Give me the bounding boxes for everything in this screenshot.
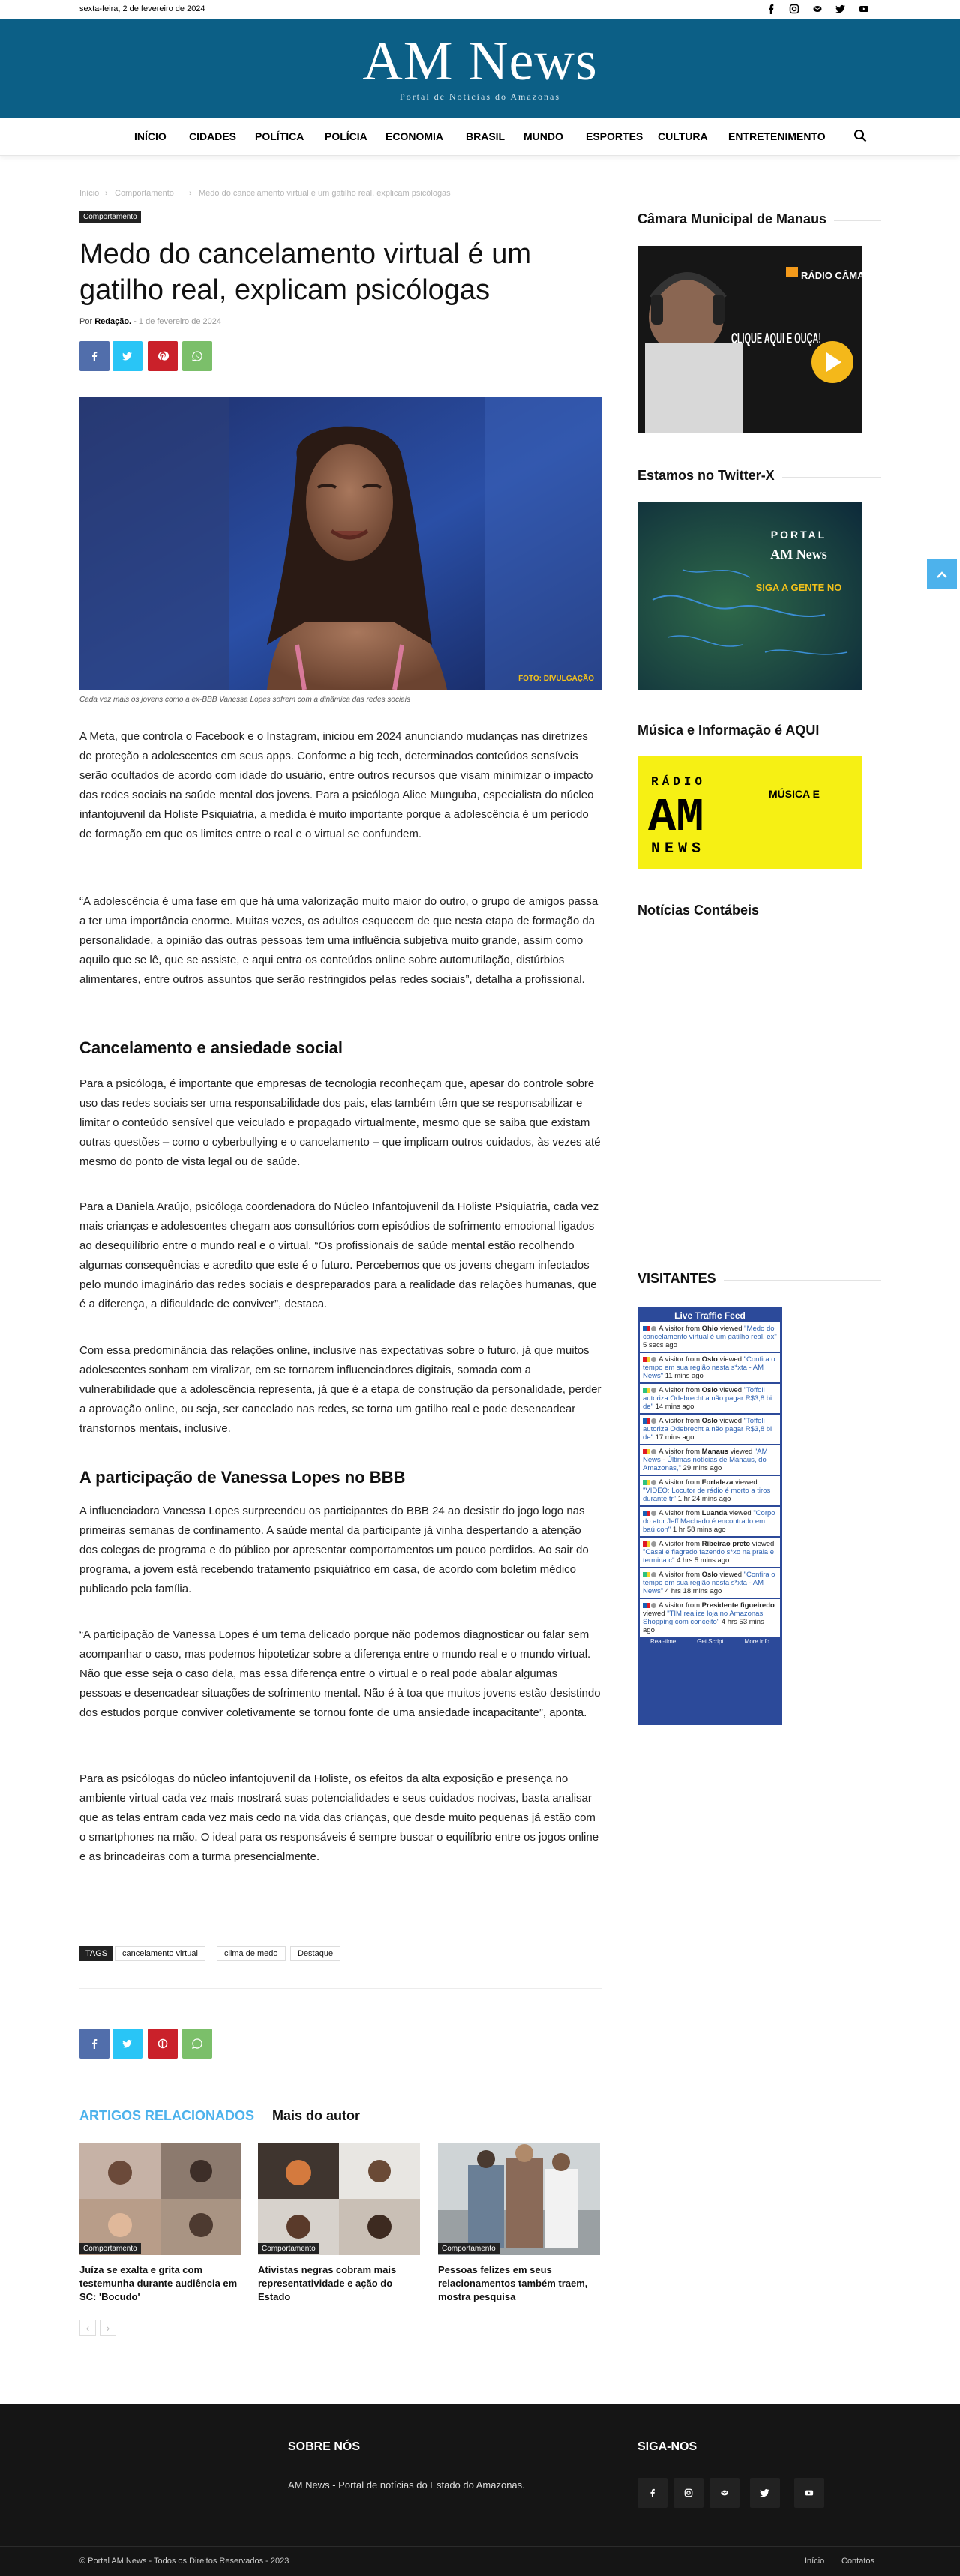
footer-link-inicio[interactable]: Início xyxy=(805,2557,825,2566)
browser-icon xyxy=(651,1511,656,1516)
feed-item[interactable]: A visitor from Manaus viewed "AM News - Últimas notícias de Manaus, do Amazonas," 29 mins ago xyxy=(640,1445,780,1475)
feed-item[interactable]: A visitor from Ribeirao preto viewed "Casal é flagrado fazendo s*xo na praia e termina c" 4 hrs 5 mins ago xyxy=(640,1538,780,1567)
feed-item-time: 5 secs ago xyxy=(643,1341,677,1349)
pinterest-icon xyxy=(158,2038,168,2049)
twitter-icon[interactable] xyxy=(836,4,846,14)
tab-more-from-author[interactable]: Mais do autor xyxy=(272,2108,361,2123)
footer-link-contatos[interactable]: Contatos xyxy=(842,2557,875,2566)
footer-twitter-button[interactable] xyxy=(750,2478,780,2508)
footer-follow-title: SIGA-NOS xyxy=(638,2440,698,2453)
footer-instagram-button[interactable] xyxy=(674,2478,704,2508)
article-subheading: A participação de Vanessa Lopes no BBB xyxy=(80,1468,406,1487)
music-banner-art xyxy=(638,756,862,869)
feed-item-link[interactable]: "Toffoli autoriza Odebrecht a não pagar R$3,8 bi de" xyxy=(643,1386,772,1411)
hero-image xyxy=(80,397,602,690)
prev-page-button[interactable]: ‹ xyxy=(80,2320,96,2336)
related-title[interactable]: Ativistas negras cobram mais representatividade e ação do Estado xyxy=(258,2264,397,2302)
feed-item-link[interactable]: "Corpo do ator Jeff Machado é encontrado em baú con" xyxy=(643,1509,776,1534)
flag-icon xyxy=(643,1603,650,1608)
nav-item-cidades[interactable]: CIDADES xyxy=(189,130,237,142)
feed-item-time: 4 hrs 53 mins ago xyxy=(643,1618,764,1634)
nav-item-esportes[interactable]: ESPORTES xyxy=(586,130,644,142)
feed-item-link[interactable]: "TIM realize loja no Amazonas Shopping com conceito" xyxy=(643,1610,764,1626)
feed-item[interactable]: A visitor from Oslo viewed "Confira o tempo em sua região nesta s*xta - AM News" 4 hrs 18 mins ago xyxy=(640,1568,780,1598)
share-pinterest-button[interactable] xyxy=(148,2029,178,2059)
category-badge[interactable]: Comportamento xyxy=(80,211,141,223)
top-bar xyxy=(0,0,960,19)
instagram-icon xyxy=(684,2488,693,2497)
music-banner-am: AM xyxy=(648,791,704,844)
breadcrumb-sep: › xyxy=(105,189,108,198)
site-tagline: Portal de Notícias do Amazonas xyxy=(400,91,560,102)
nav-item-policia[interactable]: POLÍCIA xyxy=(325,130,368,142)
current-date: sexta-feira, 2 de fevereiro de 2024 xyxy=(80,4,206,13)
tags-label: TAGS xyxy=(80,1946,113,1961)
browser-icon xyxy=(651,1326,656,1331)
hero-photo xyxy=(80,397,602,690)
category-badge[interactable]: Comportamento xyxy=(80,2243,141,2254)
feed-item[interactable]: A visitor from Luanda viewed "Corpo do ator Jeff Machado é encontrado em baú con" 1 hr 58 mins ago xyxy=(640,1507,780,1536)
music-banner-text: MÚSICA E xyxy=(769,788,820,800)
feed-title: Live Traffic Feed xyxy=(674,1310,746,1321)
feed-item-time: 1 hr 58 mins ago xyxy=(672,1526,726,1534)
twitter-banner-cta: SIGA A GENTE NO xyxy=(755,582,842,593)
feed-link-get-script[interactable]: Get Script xyxy=(697,1638,724,1645)
live-traffic-feed xyxy=(638,1307,782,1725)
browser-icon xyxy=(651,1541,656,1547)
footer-about-text: AM News - Portal de notícias do Estado do Amazonas. xyxy=(288,2479,525,2491)
feed-item-time: 4 hrs 5 mins ago xyxy=(676,1556,730,1565)
browser-icon xyxy=(651,1388,656,1393)
browser-icon xyxy=(651,1418,656,1424)
browser-icon xyxy=(651,1449,656,1454)
pinterest-icon xyxy=(158,351,168,361)
youtube-icon xyxy=(804,2488,814,2497)
email-icon[interactable] xyxy=(812,4,823,14)
feed-item-link[interactable]: "Confira o tempo em sua região nesta s*xta - AM News" xyxy=(643,1571,776,1595)
feed-item-link[interactable]: "Confira o tempo em sua região nesta s*xta - AM News" xyxy=(643,1355,776,1380)
share-whatsapp-button[interactable] xyxy=(182,341,212,371)
music-banner-news: NEWS xyxy=(651,840,706,858)
facebook-icon xyxy=(89,351,100,361)
twitter-icon xyxy=(760,2488,770,2498)
article-paragraph: A influenciadora Vanessa Lopes surpreendeu os participantes do BBB 24 ao desistir do jogo logo nas primeiras semanas de confinamento. A saúde mental da participante já vinha despertando a atenção dos colegas de programa e do público por apresentar comportamentos um pouco perdidos. Ao sair do programa, a jovem está recebendo tratamento psiquiátrico em casa, de acordo com boletim médico publicado pela família. xyxy=(80,1505,589,1595)
article-title: Medo do cancelamento virtual é um gatilho real, explicam psicólogas xyxy=(80,238,531,306)
hero-credit: FOTO: DIVULGAÇÃO xyxy=(518,675,594,683)
feed-item-link[interactable]: "Casal é flagrado fazendo s*xo na praia e termina c" xyxy=(643,1548,775,1565)
feed-item-time: 11 mins ago xyxy=(664,1372,704,1380)
share-facebook-button[interactable] xyxy=(80,2029,110,2059)
instagram-icon[interactable] xyxy=(789,4,800,14)
byline: Por Redação. - 1 de fevereiro de 2024 xyxy=(80,317,221,326)
nav-item-politica[interactable]: POLÍTICA xyxy=(255,130,304,142)
footer-about-title: SOBRE NÓS xyxy=(288,2440,361,2453)
breadcrumb-current: Medo do cancelamento virtual é um gatilho real, explicam psicólogas xyxy=(199,189,451,198)
author-link[interactable]: Redação. xyxy=(94,317,132,326)
feed-item[interactable]: A visitor from Oslo viewed "Confira o tempo em sua região nesta s*xta - AM News" 11 mins ago xyxy=(640,1353,780,1382)
tag-link[interactable]: clima de medo xyxy=(217,1946,286,1961)
sidebar-heading-visitantes: VISITANTES xyxy=(638,1271,881,1287)
email-icon xyxy=(720,2488,729,2497)
article-paragraph: A Meta, que controla o Facebook e o Instagram, iniciou em 2024 anunciando mudanças nas diretrizes de proteção a adolescentes em seus apps. Conforme a big tech, determinados conteúdos sensíveis serão ocultados de acordo com idade do usuário, entre outros recursos que visam minimizar o impacto das redes sociais na saúde mental dos jovens. Para a psicóloga Alice Munguba, especialista do núcleo infantojuvenil da Holiste Psiquiatria, a medida é muito importante porque a adolescência é um período de formação em que os limites entre o real e o virtual se confundem. xyxy=(80,730,594,840)
divider xyxy=(80,1988,602,1989)
feed-item-link[interactable]: "Toffoli autoriza Odebrecht a não pagar R$3,8 bi de" xyxy=(643,1417,772,1442)
browser-icon xyxy=(651,1572,656,1577)
feed-item[interactable]: A visitor from Ohio viewed "Medo do cancelamento virtual é um gatilho real, ex" 5 secs ago xyxy=(640,1322,780,1352)
flag-icon xyxy=(643,1541,650,1547)
flag-icon xyxy=(643,1388,650,1393)
category-badge[interactable]: Comportamento xyxy=(258,2243,320,2254)
camara-banner[interactable] xyxy=(638,246,879,433)
whatsapp-icon xyxy=(192,351,202,361)
camara-banner-art xyxy=(638,246,879,433)
share-pinterest-button[interactable] xyxy=(148,341,178,371)
article-paragraph: Para as psicólogas do núcleo infantojuvenil da Holiste, os efeitos da alta exposição e presença no ambiente virtual cada vez mais mostrará suas potencialidades e seus cuidados nocivas, basta analisar que as telas entram cada vez mais cedo na vida das crianças, que desde muito pequenas já estão com o smartphones na mão. O ideal para os responsáveis é sempre buscar o equilíbrio entre os jogos online e as brincadeiras com a turma presencialmente. xyxy=(80,1772,599,1863)
tag-link[interactable]: Destaque xyxy=(290,1946,340,1961)
related-card[interactable] xyxy=(80,2143,242,2304)
flag-icon xyxy=(643,1572,650,1577)
twitter-banner[interactable] xyxy=(638,502,862,690)
footer-email-button[interactable] xyxy=(710,2478,740,2508)
camara-cta: CLIQUE AQUI E OUÇA! xyxy=(731,331,821,347)
feed-item[interactable]: A visitor from Oslo viewed "Toffoli autoriza Odebrecht a não pagar R$3,8 bi de" 14 mins ago xyxy=(640,1384,780,1413)
nav-item-cultura[interactable]: CULTURA xyxy=(658,130,708,142)
feed-item[interactable]: A visitor from Presidente figueiredo viewed "TIM realize loja no Amazonas Shopping com conceito" 4 hrs 53 mins ago xyxy=(640,1599,780,1637)
breadcrumb-section[interactable]: Comportamento xyxy=(115,189,174,198)
next-page-button[interactable]: › xyxy=(100,2320,116,2336)
feed-item[interactable]: A visitor from Oslo viewed "Toffoli autoriza Odebrecht a não pagar R$3,8 bi de" 17 mins ago xyxy=(640,1415,780,1444)
flag-icon xyxy=(643,1449,650,1454)
sidebar-heading-music: Música e Informação é AQUI xyxy=(638,723,881,738)
related-title[interactable]: Pessoas felizes em seus relacionamentos também traem, mostra pesquisa xyxy=(438,2264,588,2302)
twitter-banner-art xyxy=(638,502,862,690)
facebook-icon xyxy=(89,2038,100,2049)
breadcrumb-sep: › xyxy=(189,189,192,198)
browser-icon xyxy=(651,1603,656,1608)
article-paragraph: Para a psicóloga, é importante que empresas de tecnologia reconheçam que, apesar do controle sobre uso das redes sociais ser uma responsabilidade dos pais, elas também têm que se responsabilizar e limitar o conteúdo sensível que veiculado e propagado virtualmente, mesmo que se saiba que existam outras questões – como o cyberbullying e o cancelamento – que implicam outros cuidados, às vezes até mesmo do ponto de vista legal ou de saúde. xyxy=(80,1077,601,1168)
facebook-icon[interactable] xyxy=(766,4,776,14)
footer-youtube-button[interactable] xyxy=(794,2478,824,2508)
related-title[interactable]: Juíza se exalta e grita com testemunha durante audiência em SC: 'Bocudo' xyxy=(80,2264,238,2302)
feed-item-link[interactable]: "AM News - Últimas notícias de Manaus, do Amazonas," xyxy=(643,1448,768,1472)
article-paragraph: Com essa predominância das relações online, inclusive nas expectativas sobre o futuro, já que muitos adolescentes sonham em viralizar, em se tornarem influenciadores digitais, somada com a vulnerabilidade que a adolescência representa, já que é a etapa de construção da personalidade, perder a aprovação online, ou seja, ser cancelado nas redes, se torna um gatilho real e pode desencadear transtornos mentais, inclusive. xyxy=(80,1344,602,1435)
breadcrumb-home[interactable]: Início xyxy=(80,189,100,198)
sidebar-heading-contabeis: Notícias Contábeis xyxy=(638,903,881,918)
article-subheading: Cancelamento e ansiedade social xyxy=(80,1038,343,1057)
article-paragraph: “A participação de Vanessa Lopes é um tema delicado porque não podemos diagnosticar ou falar sem acompanhar o caso, mas podemos hipotetizar sobre a diferença entre o mundo real e o mundo virtual. Não que esse seja o caso dela, mas essa diferença entre o virtual e o real pode abalar algumas pessoas e desencadear situações de sofrimento mental. Não é à toa que muitos jovens estão desistindo dos estudos porque conviver coletivamente se tornou fonte de uma ansiedade incapacitante”, aponta. xyxy=(80,1628,601,1719)
flag-icon xyxy=(643,1326,650,1331)
feed-item-time: 14 mins ago xyxy=(655,1403,694,1411)
feed-item-time: 4 hrs 18 mins ago xyxy=(664,1587,722,1595)
related-thumbnail xyxy=(438,2143,600,2255)
share-whatsapp-button[interactable] xyxy=(182,2029,212,2059)
article-date: 1 de fevereiro de 2024 xyxy=(138,317,221,326)
nav-item-mundo[interactable]: MUNDO xyxy=(524,130,563,142)
sidebar-heading-camara: Câmara Municipal de Manaus xyxy=(638,211,881,227)
flag-icon xyxy=(643,1511,650,1516)
camara-brand: RÁDIO CÂMARA xyxy=(801,270,879,281)
share-facebook-button[interactable] xyxy=(80,341,110,371)
nav-item-entretenimento[interactable]: ENTRETENIMENTO xyxy=(728,130,826,142)
site-logo[interactable]: AM News xyxy=(362,31,598,92)
related-thumbnail xyxy=(258,2143,420,2255)
browser-icon xyxy=(651,1357,656,1362)
feed-item-link[interactable]: "VÍDEO: Locutor de rádio é morto a tiros durante tr" xyxy=(643,1487,771,1503)
flag-icon xyxy=(643,1480,650,1485)
music-banner[interactable] xyxy=(638,756,862,869)
tab-related-articles[interactable]: ARTIGOS RELACIONADOS xyxy=(80,2108,255,2123)
scroll-to-top-button[interactable] xyxy=(927,559,957,589)
feed-item-time: 29 mins ago xyxy=(682,1464,722,1472)
feed-item-time: 17 mins ago xyxy=(655,1433,694,1442)
share-twitter-button[interactable] xyxy=(112,2029,142,2059)
feed-item-time: 1 hr 24 mins ago xyxy=(677,1495,731,1503)
footer-facebook-button[interactable] xyxy=(638,2478,668,2508)
whatsapp-icon xyxy=(192,2038,202,2049)
feed-item[interactable]: A visitor from Fortaleza viewed "VÍDEO: Locutor de rádio é morto a tiros durante tr" 1 hr 24 mins ago xyxy=(640,1476,780,1505)
nav-item-brasil[interactable]: BRASIL xyxy=(466,130,506,142)
feed-link-realtime[interactable]: Real-time xyxy=(650,1638,676,1645)
divider xyxy=(0,2546,960,2547)
share-twitter-button[interactable] xyxy=(112,341,142,371)
twitter-icon xyxy=(122,2038,133,2049)
article-paragraph: “A adolescência é uma fase em que há uma valorização muito maior do outro, o grupo de amigos passa a ter uma importância enorme. Muitas vezes, os adultos esquecem de que nesta etapa de formação da personalidade, a opinião das outras pessoas tem uma influência subjetiva muito grande, assim como aquilo que se lê, que se assiste, e aqui entra os conteúdos online sobre automutilação, distúrbios alimentares, entre outros assuntos que serão restringidos pelas redes sociais”, detalha a profissional. xyxy=(80,895,598,986)
category-badge[interactable]: Comportamento xyxy=(438,2243,500,2254)
related-thumbnail xyxy=(80,2143,242,2255)
twitter-banner-portal: PORTAL xyxy=(770,529,827,541)
sidebar-heading-twitter: Estamos no Twitter-X xyxy=(638,468,881,484)
tag-link[interactable]: cancelamento virtual xyxy=(115,1946,206,1961)
related-card[interactable] xyxy=(258,2143,420,2304)
feed-item-link[interactable]: "Medo do cancelamento virtual é um gatilho real, ex" xyxy=(643,1325,777,1341)
twitter-banner-brand: AM News xyxy=(770,547,827,562)
music-banner-radio: RÁDIO xyxy=(651,775,706,789)
nav-item-economia[interactable]: ECONOMIA xyxy=(386,130,443,142)
feed-link-more-info[interactable]: More info xyxy=(744,1638,770,1645)
hero-caption: Cada vez mais os jovens como a ex-BBB Vanessa Lopes sofrem com a dinâmica das redes sociais xyxy=(80,696,410,704)
search-icon[interactable] xyxy=(854,129,867,142)
chevron-up-icon xyxy=(937,571,947,578)
facebook-icon xyxy=(648,2488,657,2497)
article-paragraph: Para a Daniela Araújo, psicóloga coordenadora do Núcleo Infantojuvenil da Holiste Psiquiatria, cada vez mais crianças e adolescentes chegam aos consultórios com episódios de sofrimento emocional ligados ao desequilíbrio entre o mundo real e o virtual. “Os profissionais de saúde mental estão recolhendo algumas consequências e acredito que este é o futuro. Percebemos que os jovens chegam infectados pelo mundo imaginário das redes sociais e despreparados para a realidade das relações humanas, que é a diferença, a dificuldade de conviver”, destaca. xyxy=(80,1200,599,1310)
flag-icon xyxy=(643,1418,650,1424)
related-card[interactable] xyxy=(438,2143,600,2304)
flag-icon xyxy=(643,1357,650,1362)
copyright: © Portal AM News - Todos os Direitos Reservados - 2023 xyxy=(80,2557,290,2566)
twitter-icon xyxy=(122,351,133,361)
browser-icon xyxy=(651,1480,656,1485)
nav-item-inicio[interactable]: INÍCIO xyxy=(134,130,166,142)
youtube-icon[interactable] xyxy=(859,4,869,14)
